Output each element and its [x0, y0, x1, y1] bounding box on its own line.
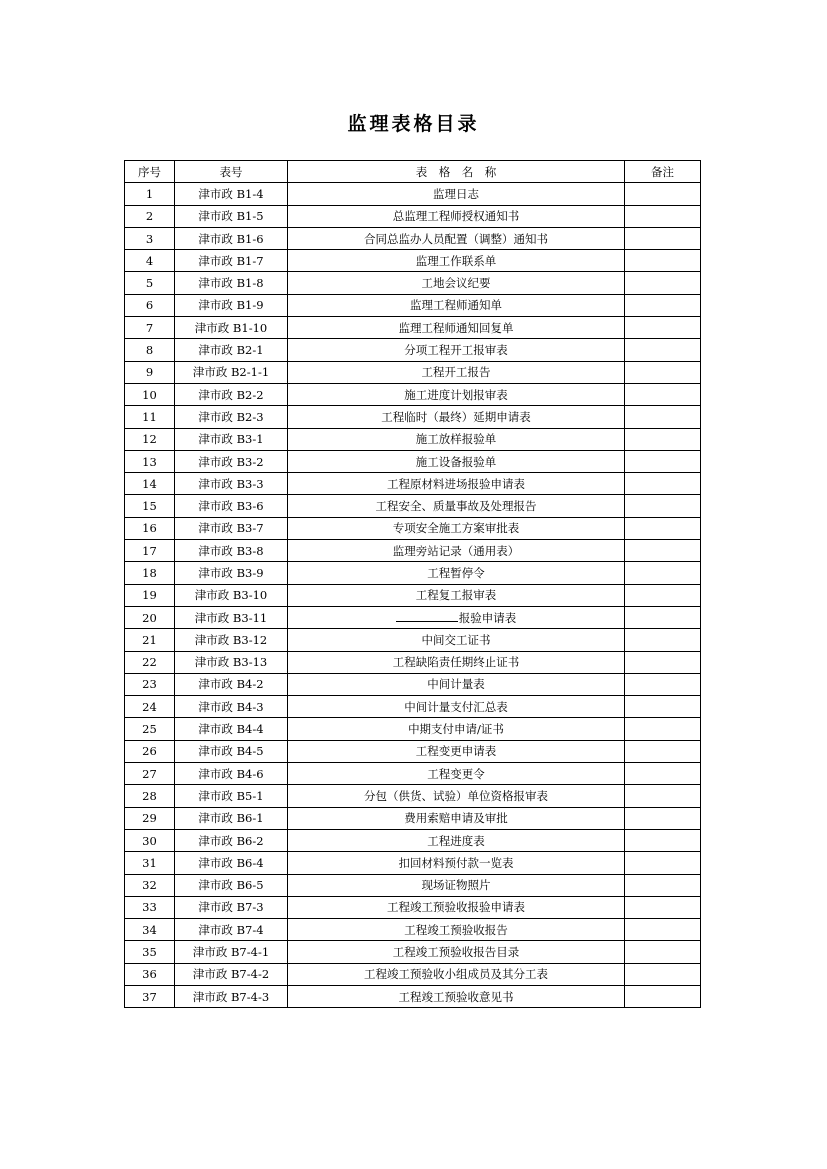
table-row: [125, 963, 701, 985]
row-note: [625, 651, 701, 673]
row-note: [625, 183, 701, 205]
row-seq: 8: [125, 339, 175, 361]
row-note: [625, 829, 701, 851]
row-name: 总监理工程师授权通知书: [288, 205, 625, 227]
table-row: [125, 651, 701, 673]
row-name: 监理旁站记录（通用表）: [288, 540, 625, 562]
table-row: [125, 205, 701, 227]
row-code: 津市政 B2-1: [175, 339, 288, 361]
table-row: [125, 740, 701, 762]
row-code: 津市政 B3-1: [175, 428, 288, 450]
row-name: 现场证物照片: [288, 874, 625, 896]
row-note: [625, 406, 701, 428]
header-name: 表 格 名 称: [288, 161, 625, 183]
row-seq: 9: [125, 361, 175, 383]
row-seq: 16: [125, 517, 175, 539]
row-name: 工地会议纪要: [288, 272, 625, 294]
row-code: 津市政 B1-6: [175, 227, 288, 249]
row-name: 工程原材料进场报验申请表: [288, 473, 625, 495]
row-code: 津市政 B2-1-1: [175, 361, 288, 383]
table-row: [125, 919, 701, 941]
row-seq: 36: [125, 963, 175, 985]
table-row: [125, 763, 701, 785]
row-note: [625, 250, 701, 272]
row-name: 中期支付申请/证书: [288, 718, 625, 740]
row-note: [625, 919, 701, 941]
table-row: [125, 562, 701, 584]
row-seq: 29: [125, 807, 175, 829]
row-code: 津市政 B3-11: [175, 606, 288, 628]
row-seq: 11: [125, 406, 175, 428]
table-row: [125, 272, 701, 294]
table-row: [125, 606, 701, 628]
row-code: 津市政 B1-7: [175, 250, 288, 272]
row-note: [625, 272, 701, 294]
row-code: 津市政 B1-10: [175, 317, 288, 339]
row-seq: 28: [125, 785, 175, 807]
row-note: [625, 383, 701, 405]
row-seq: 26: [125, 740, 175, 762]
row-code: 津市政 B6-4: [175, 852, 288, 874]
header-code: 表号: [175, 161, 288, 183]
row-note: [625, 629, 701, 651]
row-name: 费用索赔申请及审批: [288, 807, 625, 829]
row-note: [625, 941, 701, 963]
row-seq: 13: [125, 450, 175, 472]
page-title: 监理表格目录: [347, 113, 480, 135]
row-code: 津市政 B1-5: [175, 205, 288, 227]
row-code: 津市政 B4-2: [175, 673, 288, 695]
row-note: [625, 785, 701, 807]
row-name: 监理日志: [288, 183, 625, 205]
table-row: [125, 383, 701, 405]
row-name: 施工放样报验单: [288, 428, 625, 450]
row-note: [625, 763, 701, 785]
row-seq: 21: [125, 629, 175, 651]
row-name: 中间计量表: [288, 673, 625, 695]
row-name: 工程变更令: [288, 763, 625, 785]
form-index-table: [124, 160, 701, 1008]
row-seq: 12: [125, 428, 175, 450]
row-seq: 3: [125, 227, 175, 249]
row-code: 津市政 B3-13: [175, 651, 288, 673]
row-seq: 4: [125, 250, 175, 272]
row-seq: 20: [125, 606, 175, 628]
table-row: [125, 673, 701, 695]
row-code: 津市政 B7-4-2: [175, 963, 288, 985]
table-row: [125, 450, 701, 472]
row-name: 工程变更申请表: [288, 740, 625, 762]
row-code: 津市政 B4-4: [175, 718, 288, 740]
row-code: 津市政 B6-1: [175, 807, 288, 829]
row-note: [625, 740, 701, 762]
row-seq: 7: [125, 317, 175, 339]
row-code: 津市政 B7-4-1: [175, 941, 288, 963]
row-seq: 27: [125, 763, 175, 785]
table-row: [125, 696, 701, 718]
row-note: [625, 963, 701, 985]
row-note: [625, 450, 701, 472]
row-note: [625, 428, 701, 450]
row-seq: 18: [125, 562, 175, 584]
row-name: 工程复工报审表: [288, 584, 625, 606]
table-row: [125, 473, 701, 495]
row-note: [625, 874, 701, 896]
row-note: [625, 562, 701, 584]
row-note: [625, 673, 701, 695]
row-note: [625, 339, 701, 361]
table-row: [125, 584, 701, 606]
row-seq: 2: [125, 205, 175, 227]
row-note: [625, 606, 701, 628]
row-code: 津市政 B7-4: [175, 919, 288, 941]
row-note: [625, 696, 701, 718]
row-code: 津市政 B2-3: [175, 406, 288, 428]
table-row: [125, 829, 701, 851]
row-name: 工程竣工预验收报验申请表: [288, 896, 625, 918]
table-row: [125, 317, 701, 339]
row-name: 分包（供货、试验）单位资格报审表: [288, 785, 625, 807]
row-name-text: 报验申请表: [458, 610, 517, 625]
row-seq: 25: [125, 718, 175, 740]
row-code: 津市政 B4-6: [175, 763, 288, 785]
row-seq: 14: [125, 473, 175, 495]
row-note: [625, 584, 701, 606]
row-code: 津市政 B1-8: [175, 272, 288, 294]
table-row: [125, 227, 701, 249]
row-seq: 23: [125, 673, 175, 695]
row-code: 津市政 B7-4-3: [175, 985, 288, 1007]
row-code: 津市政 B4-3: [175, 696, 288, 718]
table-row: [125, 294, 701, 316]
row-seq: 10: [125, 383, 175, 405]
row-note: [625, 473, 701, 495]
row-name: 工程临时（最终）延期申请表: [288, 406, 625, 428]
row-name: 合同总监办人员配置（调整）通知书: [288, 227, 625, 249]
table-header-row: [125, 161, 701, 183]
row-name: 扣回材料预付款一览表: [288, 852, 625, 874]
row-note: [625, 985, 701, 1007]
row-code: 津市政 B1-4: [175, 183, 288, 205]
row-note: [625, 807, 701, 829]
row-code: 津市政 B3-7: [175, 517, 288, 539]
table-row: [125, 183, 701, 205]
row-note: [625, 718, 701, 740]
row-name: 监理工程师通知单: [288, 294, 625, 316]
table-row: [125, 540, 701, 562]
row-seq: 35: [125, 941, 175, 963]
row-seq: 6: [125, 294, 175, 316]
table-row: [125, 428, 701, 450]
row-name: 中间交工证书: [288, 629, 625, 651]
table-row: [125, 250, 701, 272]
row-name: 工程进度表: [288, 829, 625, 851]
row-seq: 34: [125, 919, 175, 941]
table-row: [125, 785, 701, 807]
table-row: [125, 339, 701, 361]
table-body: [125, 183, 701, 1008]
header-note: 备注: [625, 161, 701, 183]
row-name: 监理工程师通知回复单: [288, 317, 625, 339]
row-code: 津市政 B3-9: [175, 562, 288, 584]
row-name: 专项安全施工方案审批表: [288, 517, 625, 539]
row-code: 津市政 B1-9: [175, 294, 288, 316]
row-name: 工程竣工预验收报告目录: [288, 941, 625, 963]
row-name: 工程开工报告: [288, 361, 625, 383]
row-seq: 17: [125, 540, 175, 562]
row-name: 工程缺陷责任期终止证书: [288, 651, 625, 673]
row-name: 工程安全、质量事故及处理报告: [288, 495, 625, 517]
row-code: 津市政 B4-5: [175, 740, 288, 762]
row-note: [625, 495, 701, 517]
header-seq: 序号: [125, 161, 175, 183]
row-name: 工程竣工预验收意见书: [288, 985, 625, 1007]
row-code: 津市政 B3-6: [175, 495, 288, 517]
row-seq: 1: [125, 183, 175, 205]
row-code: 津市政 B3-8: [175, 540, 288, 562]
table-row: [125, 629, 701, 651]
row-seq: 24: [125, 696, 175, 718]
row-name: 工程竣工预验收报告: [288, 919, 625, 941]
row-name: 分项工程开工报审表: [288, 339, 625, 361]
row-seq: 22: [125, 651, 175, 673]
table-row: [125, 517, 701, 539]
row-name: 工程暂停令: [288, 562, 625, 584]
table-row: [125, 852, 701, 874]
table-row: [125, 361, 701, 383]
row-note: [625, 294, 701, 316]
blank-fill-line: [396, 611, 458, 622]
table-row: [125, 874, 701, 896]
table-row: [125, 495, 701, 517]
row-seq: 30: [125, 829, 175, 851]
row-name: [288, 606, 625, 628]
row-code: 津市政 B3-3: [175, 473, 288, 495]
row-code: 津市政 B3-2: [175, 450, 288, 472]
row-name: 施工设备报验单: [288, 450, 625, 472]
row-note: [625, 852, 701, 874]
row-code: 津市政 B5-1: [175, 785, 288, 807]
row-seq: 19: [125, 584, 175, 606]
row-note: [625, 361, 701, 383]
row-code: 津市政 B7-3: [175, 896, 288, 918]
row-name: 监理工作联系单: [288, 250, 625, 272]
table-row: [125, 718, 701, 740]
row-note: [625, 896, 701, 918]
row-code: 津市政 B2-2: [175, 383, 288, 405]
row-seq: 37: [125, 985, 175, 1007]
row-note: [625, 517, 701, 539]
row-name: 中间计量支付汇总表: [288, 696, 625, 718]
row-seq: 15: [125, 495, 175, 517]
row-seq: 31: [125, 852, 175, 874]
table-row: [125, 406, 701, 428]
row-code: 津市政 B6-5: [175, 874, 288, 896]
row-note: [625, 227, 701, 249]
row-code: 津市政 B3-12: [175, 629, 288, 651]
row-name: 施工进度计划报审表: [288, 383, 625, 405]
row-code: 津市政 B3-10: [175, 584, 288, 606]
row-seq: 33: [125, 896, 175, 918]
row-name: 工程竣工预验收小组成员及其分工表: [288, 963, 625, 985]
row-seq: 32: [125, 874, 175, 896]
table-row: [125, 807, 701, 829]
table-row: [125, 896, 701, 918]
row-note: [625, 317, 701, 339]
table-row: [125, 985, 701, 1007]
row-note: [625, 205, 701, 227]
table-row: [125, 941, 701, 963]
row-code: 津市政 B6-2: [175, 829, 288, 851]
row-note: [625, 540, 701, 562]
row-seq: 5: [125, 272, 175, 294]
